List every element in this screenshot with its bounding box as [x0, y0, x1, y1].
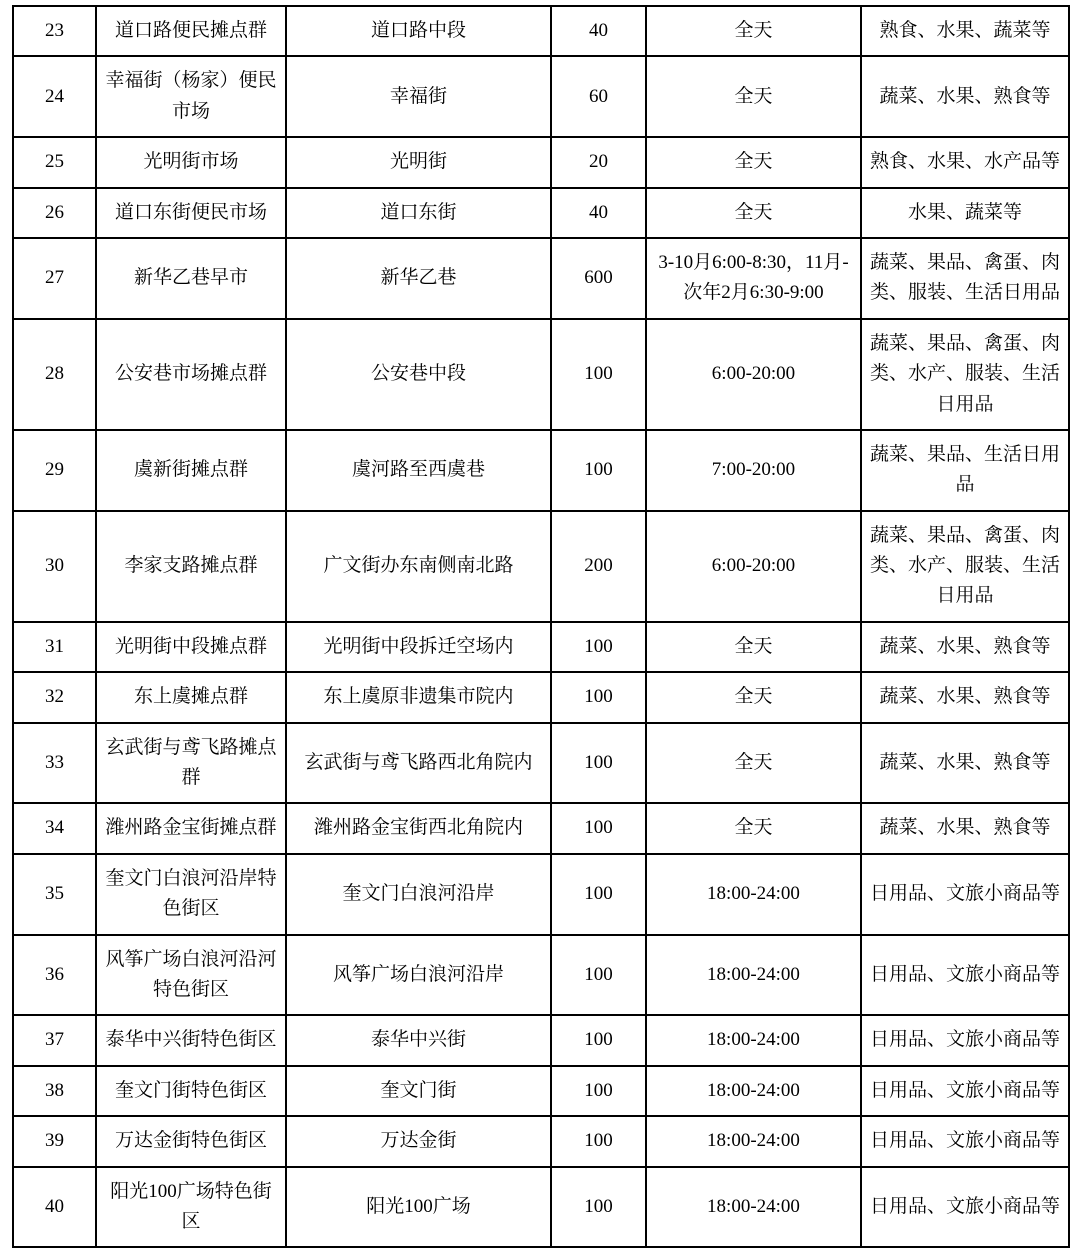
- cell-seq: 33: [13, 723, 96, 804]
- cell-seq: 30: [13, 511, 96, 622]
- cell-seq: 24: [13, 56, 96, 137]
- cell-count: 100: [551, 803, 646, 853]
- cell-products: 蔬菜、果品、生活日用品: [861, 430, 1069, 511]
- cell-location: 光明街中段拆迁空场内: [286, 622, 551, 672]
- cell-time: 18:00-24:00: [646, 1167, 861, 1248]
- cell-products: 蔬菜、水果、熟食等: [861, 723, 1069, 804]
- cell-name: 潍州路金宝街摊点群: [96, 803, 286, 853]
- cell-seq: 25: [13, 137, 96, 187]
- cell-location: 道口路中段: [286, 6, 551, 56]
- table-row: [13, 803, 1069, 853]
- cell-name: 新华乙巷早市: [96, 238, 286, 319]
- cell-location: 奎文门街: [286, 1066, 551, 1116]
- cell-seq: 37: [13, 1015, 96, 1065]
- cell-name: 光明街中段摊点群: [96, 622, 286, 672]
- market-table: [12, 5, 1070, 1248]
- cell-time: 18:00-24:00: [646, 1066, 861, 1116]
- cell-count: 100: [551, 622, 646, 672]
- cell-count: 100: [551, 672, 646, 722]
- cell-count: 100: [551, 1167, 646, 1248]
- cell-time: 全天: [646, 723, 861, 804]
- table-row: [13, 188, 1069, 238]
- cell-count: 100: [551, 1116, 646, 1166]
- cell-name: 奎文门白浪河沿岸特色街区: [96, 854, 286, 935]
- table-row: [13, 56, 1069, 137]
- cell-name: 光明街市场: [96, 137, 286, 187]
- table-body: [13, 6, 1069, 1247]
- cell-products: 蔬菜、水果、熟食等: [861, 672, 1069, 722]
- cell-products: 日用品、文旅小商品等: [861, 1066, 1069, 1116]
- cell-location: 新华乙巷: [286, 238, 551, 319]
- cell-name: 李家支路摊点群: [96, 511, 286, 622]
- cell-name: 奎文门街特色街区: [96, 1066, 286, 1116]
- table-row: [13, 622, 1069, 672]
- cell-count: 100: [551, 723, 646, 804]
- cell-count: 60: [551, 56, 646, 137]
- cell-name: 道口路便民摊点群: [96, 6, 286, 56]
- cell-time: 18:00-24:00: [646, 1015, 861, 1065]
- cell-products: 水果、蔬菜等: [861, 188, 1069, 238]
- cell-time: 6:00-20:00: [646, 319, 861, 430]
- cell-time: 全天: [646, 803, 861, 853]
- cell-seq: 28: [13, 319, 96, 430]
- table-row: [13, 6, 1069, 56]
- cell-seq: 31: [13, 622, 96, 672]
- cell-products: 蔬菜、水果、熟食等: [861, 56, 1069, 137]
- cell-seq: 34: [13, 803, 96, 853]
- cell-location: 广文街办东南侧南北路: [286, 511, 551, 622]
- table-row: [13, 1116, 1069, 1166]
- table-row: [13, 935, 1069, 1016]
- cell-name: 公安巷市场摊点群: [96, 319, 286, 430]
- cell-name: 泰华中兴街特色街区: [96, 1015, 286, 1065]
- cell-name: 道口东街便民市场: [96, 188, 286, 238]
- cell-count: 100: [551, 319, 646, 430]
- cell-time: 全天: [646, 6, 861, 56]
- table-row: [13, 1015, 1069, 1065]
- cell-products: 熟食、水果、水产品等: [861, 137, 1069, 187]
- cell-name: 幸福街（杨家）便民市场: [96, 56, 286, 137]
- cell-count: 100: [551, 1015, 646, 1065]
- cell-name: 万达金街特色街区: [96, 1116, 286, 1166]
- cell-location: 风筝广场白浪河沿岸: [286, 935, 551, 1016]
- cell-products: 日用品、文旅小商品等: [861, 1015, 1069, 1065]
- cell-time: 全天: [646, 188, 861, 238]
- cell-name: 虞新街摊点群: [96, 430, 286, 511]
- cell-location: 道口东街: [286, 188, 551, 238]
- cell-name: 东上虞摊点群: [96, 672, 286, 722]
- cell-location: 奎文门白浪河沿岸: [286, 854, 551, 935]
- cell-seq: 23: [13, 6, 96, 56]
- cell-count: 100: [551, 1066, 646, 1116]
- table-row: [13, 1167, 1069, 1248]
- table-row: [13, 238, 1069, 319]
- cell-location: 阳光100广场: [286, 1167, 551, 1248]
- cell-count: 40: [551, 6, 646, 56]
- cell-count: 200: [551, 511, 646, 622]
- cell-time: 全天: [646, 137, 861, 187]
- cell-location: 光明街: [286, 137, 551, 187]
- cell-count: 100: [551, 854, 646, 935]
- cell-name: 风筝广场白浪河沿河特色街区: [96, 935, 286, 1016]
- cell-location: 东上虞原非遗集市院内: [286, 672, 551, 722]
- table-row: [13, 137, 1069, 187]
- cell-location: 公安巷中段: [286, 319, 551, 430]
- cell-products: 日用品、文旅小商品等: [861, 1116, 1069, 1166]
- cell-seq: 32: [13, 672, 96, 722]
- cell-location: 泰华中兴街: [286, 1015, 551, 1065]
- cell-count: 100: [551, 935, 646, 1016]
- cell-seq: 36: [13, 935, 96, 1016]
- table-row: [13, 511, 1069, 622]
- cell-location: 虞河路至西虞巷: [286, 430, 551, 511]
- table-row: [13, 723, 1069, 804]
- cell-time: 全天: [646, 622, 861, 672]
- cell-seq: 26: [13, 188, 96, 238]
- cell-name: 阳光100广场特色街区: [96, 1167, 286, 1248]
- cell-location: 潍州路金宝街西北角院内: [286, 803, 551, 853]
- cell-time: 全天: [646, 56, 861, 137]
- cell-time: 全天: [646, 672, 861, 722]
- cell-time: 6:00-20:00: [646, 511, 861, 622]
- table-row: [13, 319, 1069, 430]
- cell-time: 18:00-24:00: [646, 1116, 861, 1166]
- table-row: [13, 672, 1069, 722]
- cell-products: 蔬菜、水果、熟食等: [861, 803, 1069, 853]
- cell-products: 日用品、文旅小商品等: [861, 1167, 1069, 1248]
- cell-products: 蔬菜、果品、禽蛋、肉类、服装、生活日用品: [861, 238, 1069, 319]
- cell-location: 万达金街: [286, 1116, 551, 1166]
- cell-products: 蔬菜、水果、熟食等: [861, 622, 1069, 672]
- cell-location: 玄武街与鸢飞路西北角院内: [286, 723, 551, 804]
- cell-count: 600: [551, 238, 646, 319]
- cell-time: 7:00-20:00: [646, 430, 861, 511]
- cell-name: 玄武街与鸢飞路摊点群: [96, 723, 286, 804]
- cell-count: 100: [551, 430, 646, 511]
- cell-seq: 29: [13, 430, 96, 511]
- cell-seq: 40: [13, 1167, 96, 1248]
- cell-count: 20: [551, 137, 646, 187]
- cell-seq: 35: [13, 854, 96, 935]
- table-row: [13, 430, 1069, 511]
- cell-seq: 39: [13, 1116, 96, 1166]
- cell-products: 蔬菜、果品、禽蛋、肉类、水产、服装、生活日用品: [861, 319, 1069, 430]
- cell-products: 蔬菜、果品、禽蛋、肉类、水产、服装、生活日用品: [861, 511, 1069, 622]
- cell-products: 日用品、文旅小商品等: [861, 854, 1069, 935]
- cell-seq: 38: [13, 1066, 96, 1116]
- cell-time: 18:00-24:00: [646, 935, 861, 1016]
- cell-seq: 27: [13, 238, 96, 319]
- cell-count: 40: [551, 188, 646, 238]
- table-row: [13, 1066, 1069, 1116]
- cell-location: 幸福街: [286, 56, 551, 137]
- cell-products: 熟食、水果、蔬菜等: [861, 6, 1069, 56]
- cell-time: 18:00-24:00: [646, 854, 861, 935]
- cell-products: 日用品、文旅小商品等: [861, 935, 1069, 1016]
- table-row: [13, 854, 1069, 935]
- cell-time: 3-10月6:00-8:30，11月-次年2月6:30-9:00: [646, 238, 861, 319]
